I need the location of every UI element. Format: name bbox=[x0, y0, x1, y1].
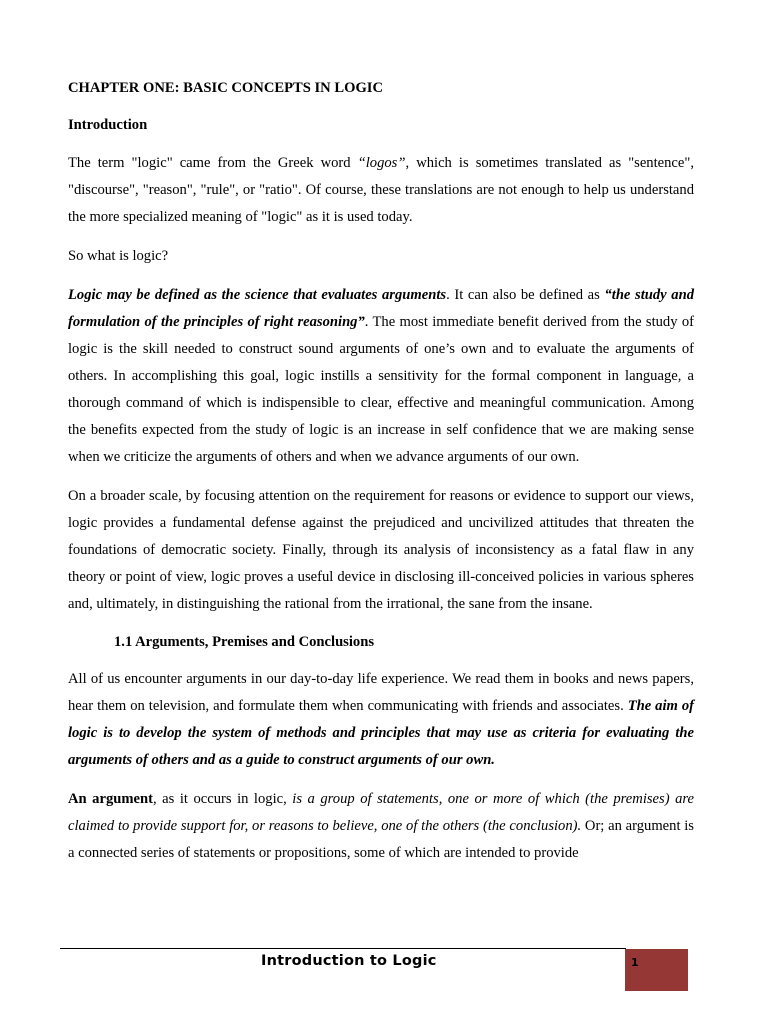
logos-term: “logos” bbox=[357, 155, 406, 171]
argument-definition-emphasis: is a group of statements, one or more of which (the premises) are claimed to provide support for, or reasons to believe, one of the others (the conclusion). bbox=[68, 791, 695, 834]
footer-divider bbox=[60, 948, 626, 949]
text-run: Or; an argument is a connected series of statements or propositions, some of which are intended to provide bbox=[68, 818, 694, 861]
text-run: The term "logic" came from the Greek word bbox=[68, 155, 358, 171]
page-number-box bbox=[625, 949, 688, 991]
paragraph-argument-definition bbox=[68, 786, 694, 867]
aim-of-logic-emphasis: The aim of logic is to develop the system of methods and principles that may use as criteria for evaluating the arguments of others and as a guide to construct arguments of our own. bbox=[68, 698, 694, 768]
text-run: . The most immediate benefit derived from the study of logic is the skill needed to construct sound arguments of one’s own and to evaluate the arguments of others. In accomplishing this goal, logic instills a sensitivity for the formal component in language, a thorough command of which is indispensible to clear, effective and meaningful communication. Among the benefits expected from the study of logic is an increase in self confidence that we are making sense when we criticize the arguments of others and when we advance arguments of our own. bbox=[68, 314, 694, 465]
paragraph-logic-definition bbox=[68, 282, 694, 471]
introduction-heading: Introduction bbox=[68, 117, 148, 133]
paragraph-logic-term bbox=[68, 150, 694, 231]
paragraph-broader-scale: On a broader scale, by focusing attention on the requirement for reasons or evidence to support our views, logic provides a fundamental defense against the prejudiced and uncivilized attitudes that threaten the foundations of democratic society. Finally, through its analysis of inconsistency as a fatal flaw in any theory or point of view, logic proves a useful device in disclosing ill-conceived policies in various spheres and, ultimately, in distinguishing the rational from the irrational, the sane from the insane. bbox=[68, 488, 694, 612]
section-heading: 1.1 Arguments, Premises and Conclusions bbox=[114, 634, 375, 650]
text-run: , which is sometimes translated as "sentence", "discourse", "reason", "rule", or "ratio". Of course, these translations are not enough to help us understand the more specialized meaning of "logic" as it is used today. bbox=[68, 155, 694, 225]
text-run: , as it occurs in logic, bbox=[152, 791, 293, 807]
page-body bbox=[68, 76, 694, 879]
text-run: . It can also be defined as bbox=[446, 287, 605, 303]
chapter-title: CHAPTER ONE: BASIC CONCEPTS IN LOGIC bbox=[68, 80, 384, 96]
definition-quote: “the study and formulation of the principles of right reasoning” bbox=[68, 287, 695, 330]
definition-emphasis: Logic may be defined as the science that evaluates arguments bbox=[68, 287, 447, 303]
question-text: So what is logic? bbox=[68, 248, 169, 264]
footer-title: Introduction to Logic bbox=[261, 953, 437, 969]
argument-term: An argument bbox=[68, 791, 153, 807]
text-run: All of us encounter arguments in our day-to-day life experience. We read them in books and news papers, hear them on television, and formulate them when communicating with friends and associates. bbox=[68, 671, 694, 714]
page-number: 1 bbox=[631, 956, 639, 969]
paragraph-arguments-everyday bbox=[68, 666, 694, 774]
